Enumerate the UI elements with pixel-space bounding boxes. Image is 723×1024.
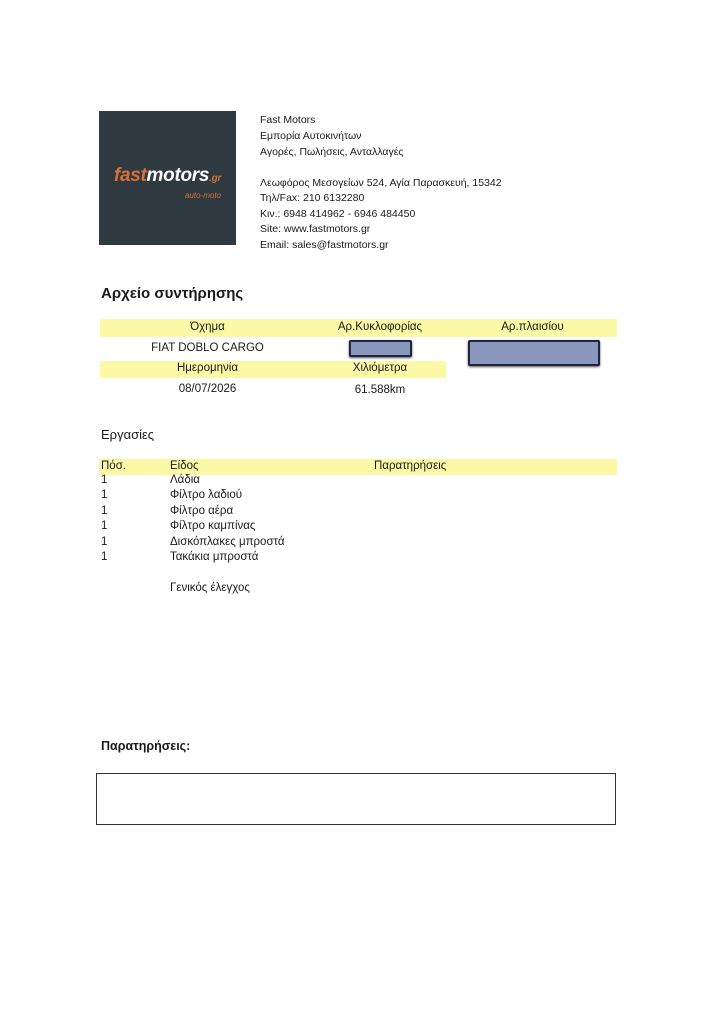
company-email: Email: sales@fastmotors.gr: [260, 239, 389, 251]
work-row-qty: 1: [101, 489, 108, 501]
qty-header: Πόσ.: [101, 460, 126, 472]
mileage: 61.588km: [354, 384, 406, 396]
km-header: Χιλιόμετρα: [352, 362, 408, 374]
company-mobile: Κιν.: 6948 414962 - 6946 484450: [260, 208, 416, 220]
company-logo: [99, 111, 236, 245]
chassis-redacted: [468, 340, 600, 366]
company-line1: Εμπορία Αυτοκινήτων: [260, 130, 362, 142]
remarks-box: [96, 773, 616, 825]
date-header: Ημερομηνία: [177, 362, 238, 374]
company-line2: Αγορές, Πωλήσεις, Ανταλλαγές: [260, 146, 404, 158]
work-row-qty: 1: [101, 520, 108, 532]
company-phone: Τηλ/Fax: 210 6132280: [260, 192, 365, 204]
work-row-qty: 1: [101, 505, 108, 517]
service-date: 08/07/2026: [178, 383, 237, 395]
company-address: Λεωφόρος Μεσογείων 524, Αγία Παρασκευή, 15342: [260, 177, 502, 189]
work-row-qty: 1: [101, 536, 108, 548]
works-title: Εργασίες: [101, 427, 155, 442]
work-row-qty: 1: [101, 551, 108, 563]
logo-tagline: auto-moto: [184, 191, 221, 200]
notes-header: Παρατηρήσεις: [374, 460, 447, 472]
work-row-item: Λάδια: [170, 474, 200, 486]
item-header: Είδος: [170, 460, 199, 472]
work-row-item: Δισκόπλακες μπροστά: [170, 536, 285, 548]
company-name: Fast Motors: [260, 114, 316, 126]
work-row-item: Φίλτρο καμπίνας: [170, 520, 256, 532]
work-row-qty: 1: [101, 474, 108, 486]
work-row-item: Φίλτρο αέρα: [170, 505, 234, 517]
vehicle-model: FIAT DOBLO CARGO: [151, 342, 264, 354]
plate-header: Αρ.Κυκλοφορίας: [337, 321, 423, 333]
chassis-header: Αρ.πλαισίου: [501, 321, 564, 333]
work-row-item: Τακάκια μπροστά: [170, 551, 259, 563]
work-row-item: Φίλτρο λαδιού: [170, 489, 243, 501]
general-check: Γενικός έλεγχος: [170, 582, 250, 594]
plate-redacted: [349, 340, 412, 357]
remarks-title: Παρατηρήσεις:: [101, 739, 191, 753]
company-site: Site: www.fastmotors.gr: [260, 223, 371, 235]
logo-wordmark: fastmotors.gr: [113, 165, 222, 186]
vehicle-header: Όχημα: [190, 321, 225, 333]
document-title: Αρχείο συντήρησης: [101, 285, 244, 302]
